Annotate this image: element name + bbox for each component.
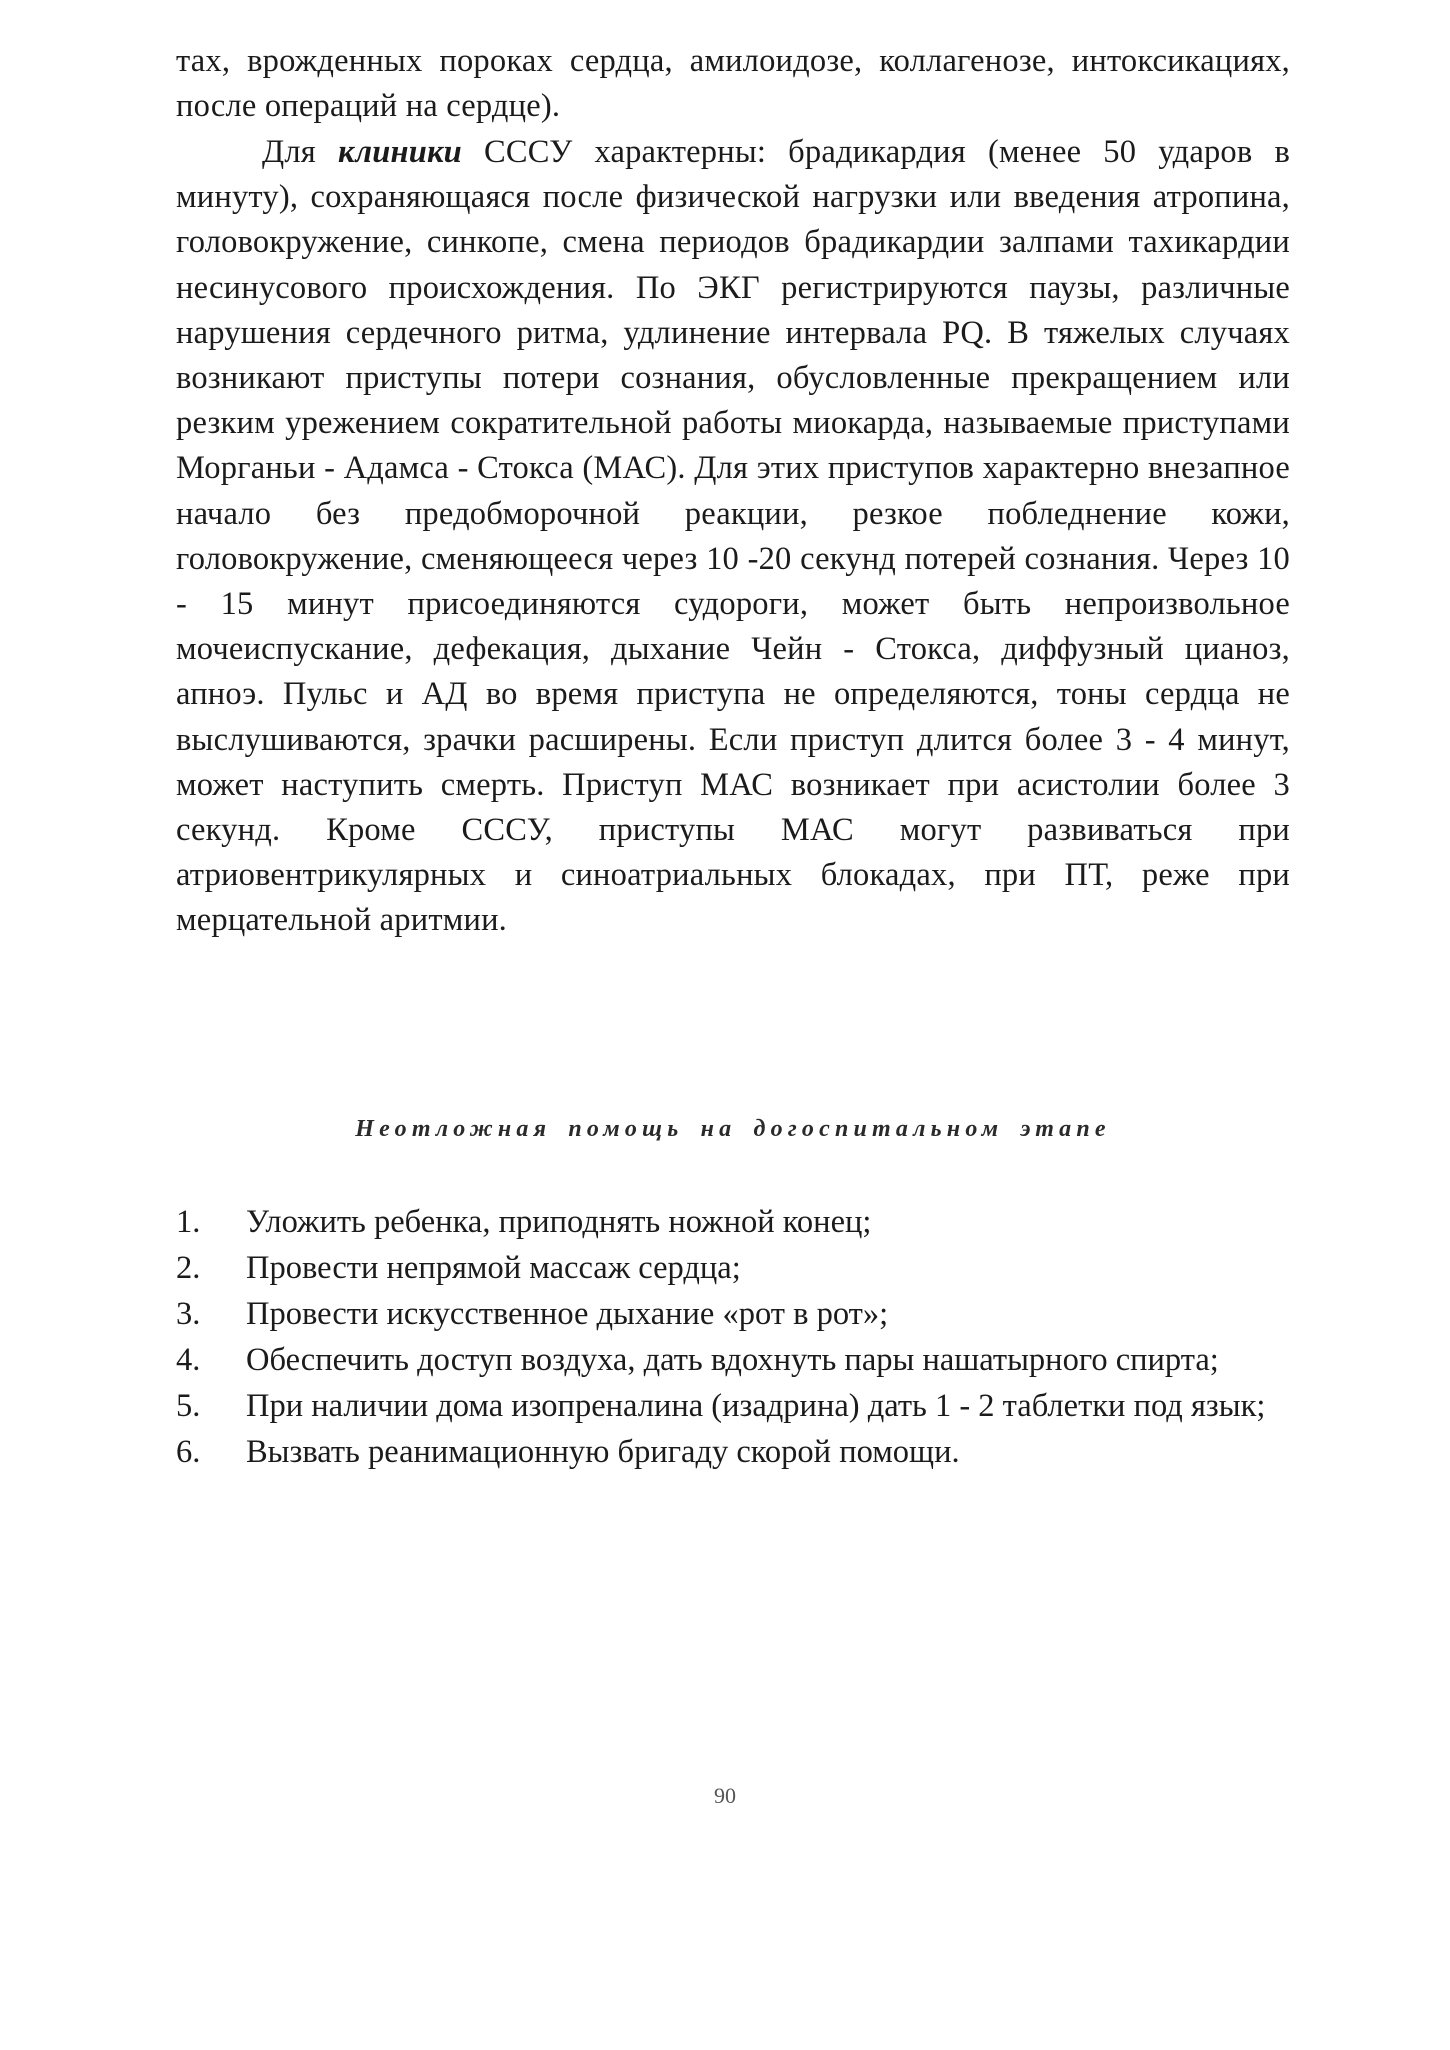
list-item-text: При наличии дома изопреналина (изадрина) дать 1 - 2 таблетки под язык; bbox=[246, 1388, 1266, 1424]
continued-paragraph bbox=[176, 39, 1290, 129]
list-item bbox=[176, 1292, 1290, 1337]
list-item-text: Провести искусственное дыхание «рот в рот»; bbox=[246, 1296, 889, 1332]
list-item bbox=[176, 1430, 1290, 1475]
list-item-number: 2. bbox=[176, 1250, 201, 1286]
list-item bbox=[176, 1338, 1290, 1383]
list-item bbox=[176, 1384, 1290, 1429]
continued-paragraph-text: тах, врожденных пороках сердца, амилоидозе, коллагенозе, интоксикациях, после операций на сердце). bbox=[176, 43, 1290, 125]
list-item-text: Обеспечить доступ воздуха, дать вдохнуть пары нашатырного спирта; bbox=[246, 1342, 1219, 1378]
list-item bbox=[176, 1246, 1290, 1291]
list-item-text: Провести непрямой массаж сердца; bbox=[246, 1250, 741, 1286]
page-number: 90 bbox=[714, 1783, 736, 1808]
section-heading: Неотложная помощь на догоспитальном этапе bbox=[355, 1116, 1111, 1142]
list-item-text: Уложить ребенка, приподнять ножной конец; bbox=[246, 1204, 872, 1240]
clinic-lead: Для bbox=[262, 134, 338, 170]
list-item-number: 3. bbox=[176, 1296, 201, 1332]
clinic-paragraph-body bbox=[176, 130, 1290, 944]
list-item bbox=[176, 1200, 1290, 1245]
clinic-paragraph bbox=[176, 130, 1290, 944]
clinic-emphasis: клиники bbox=[338, 134, 462, 170]
emergency-steps-list bbox=[176, 1200, 1290, 1476]
list-item-number: 5. bbox=[176, 1388, 201, 1424]
list-item-number: 6. bbox=[176, 1434, 201, 1470]
list-item-number: 4. bbox=[176, 1342, 201, 1378]
clinic-text: СССУ характерны: брадикардия (менее 50 ударов в минуту), сохраняющаяся после физической нагрузки или введения атропина, головокружение, синкопе, смена периодов брадикардии залпами тахикардии несинусового происхождения. По ЭКГ регистрируются паузы, различные нарушения сердечного ритма, удлинение интервала PQ. В тяжелых случаях возникают приступы потери сознания, обусловленные прекращением или резким урежением сократительной работы миокарда, называемые приступами Морганьи - Адамса - Стокса (МАС). Для этих приступов характерно внезапное начало без предобморочной реакции, резкое побледнение кожи, головокружение, сменяющееся через 10 -20 секунд потерей сознания. Через 10 - 15 минут присоединяются судороги, может быть непроизвольное мочеиспускание, дефекация, дыхание Чейн - Стокса, диффузный цианоз, апноэ. Пульс и АД во время приступа не определяются, тоны сердца не выслушиваются, зрачки расширены. Если приступ длится более 3 - 4 минут, может наступить смерть. Приступ МАС возникает при асистолии более 3 секунд. Кроме СССУ, приступы МАС могут развиваться при атриовентрикулярных и синоатриальных блокадах, при ПТ, реже при мерцательной аритмии. bbox=[176, 134, 1291, 939]
list-item-text: Вызвать реанимационную бригаду скорой помощи. bbox=[246, 1434, 960, 1470]
list-item-number: 1. bbox=[176, 1204, 201, 1240]
